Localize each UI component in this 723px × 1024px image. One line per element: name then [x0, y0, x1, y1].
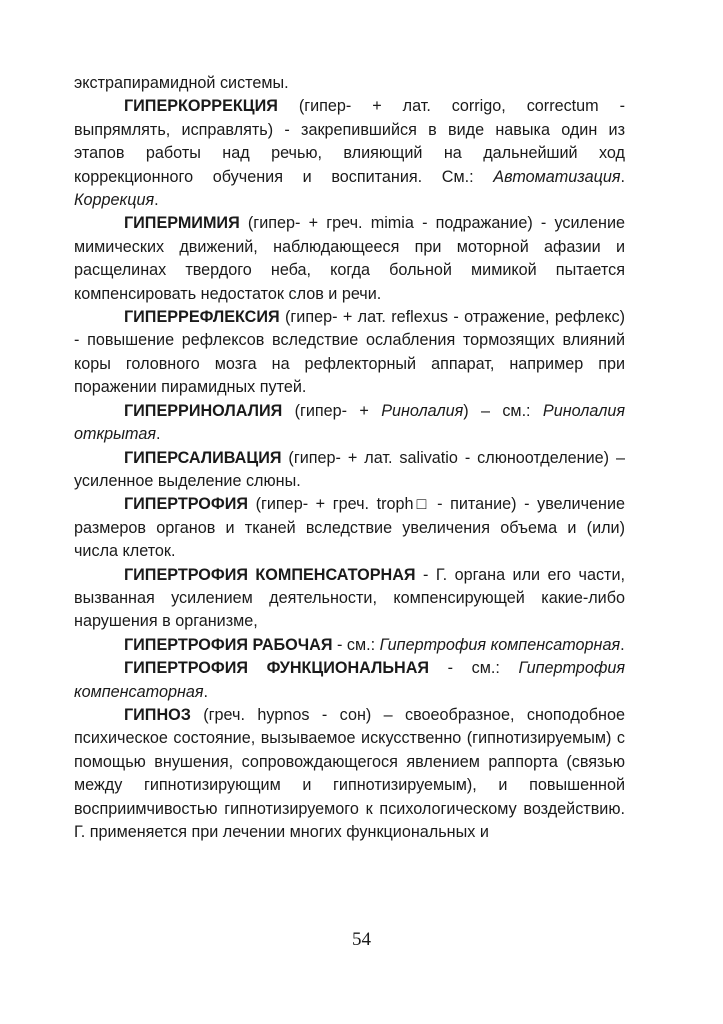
entry-text: .	[154, 191, 159, 210]
entry-paragraph	[74, 657, 625, 704]
entry-reference: Автоматизация	[493, 167, 621, 186]
entry-term: ГИПЕРТРОФИЯ ФУНКЦИОНАЛЬНАЯ	[124, 659, 430, 678]
entry-paragraph	[74, 493, 625, 563]
entry-text: (гипер- + лат. corrigo, correctum - выпрямлять, исправлять) - закрепившийся в виде навыка один из этапов работы над речью, влияющий на дальнейший ход коррекционного обучения и воспитания. См.:	[74, 97, 625, 186]
entry-reference: Ринолалия открытая	[74, 401, 625, 444]
entry-text: (гипер- + греч. mimia - подражание) - усиление мимических движений, наблюдающееся при моторной афазии и расщелинах твердого неба, когда больной мимикой пытается компенсировать недостаток слов и речи.	[74, 214, 625, 303]
entry-reference: Коррекция	[74, 191, 155, 210]
entry-reference: Ринолалия	[381, 401, 464, 420]
entry-paragraph	[74, 306, 625, 400]
entry-text: (гипер- + лат. reflexus - отражение, рефлекс) - повышение рефлексов вследствие ослабления тормозящих влияний коры головного мозга на рефлекторный аппарат, например при поражении пирамидных путей.	[74, 308, 625, 397]
entry-text: (греч. hypnos - сон) – своеобразное, сноподобное психическое состояние, вызываемое искусственно (гипнотизируемым) с помощью внушения, сопровождающегося явлением раппорта (связью между гипнотизирующим и гипнотизируемым), и повышенной восприимчивостью гипнотизируемого к психологическому воздействию. Г. применяется при лечении многих функциональных и	[74, 705, 625, 841]
entry-text: (гипер- + греч. troph□ - питание) - увеличение размеров органов и тканей вследствие увеличения объема и (или) числа клеток.	[74, 495, 625, 561]
entry-paragraph	[74, 447, 625, 494]
dictionary-page	[74, 72, 625, 844]
entry-text: экстрапирамидной системы.	[74, 74, 289, 92]
entry-paragraph	[74, 704, 625, 844]
entry-paragraph	[74, 564, 625, 634]
entry-reference: Гипертрофия компенсаторная	[74, 659, 625, 701]
entry-term: ГИПЕРСАЛИВАЦИЯ	[124, 448, 282, 467]
entry-text: (гипер- + лат. salivatio - слюноотделение) – усиленное выделение слюны.	[74, 448, 625, 490]
entry-term: ГИПЕРТРОФИЯ КОМПЕНСАТОРНАЯ	[124, 565, 416, 584]
entry-text: - см.:	[332, 635, 380, 654]
entry-paragraph	[74, 212, 625, 306]
page-number: 54	[352, 929, 371, 950]
entry-paragraph	[74, 72, 625, 95]
entry-text: .	[203, 682, 209, 701]
entry-paragraph	[74, 634, 625, 657]
entry-term: ГИПЕРТРОФИЯ	[124, 495, 248, 514]
entry-text: .	[620, 167, 625, 186]
entry-term: ГИПНОЗ	[124, 705, 191, 724]
entry-paragraph	[74, 95, 625, 212]
entry-term: ГИПЕРМИМИЯ	[124, 214, 240, 233]
entry-term: ГИПЕРРИНОЛАЛИЯ	[124, 401, 283, 420]
entry-text: .	[156, 425, 161, 444]
entry-text: (гипер- +	[282, 401, 382, 420]
entry-term: ГИПЕРКОРРЕКЦИЯ	[124, 97, 278, 116]
entry-reference: Гипертрофия компенсаторная	[379, 635, 621, 654]
entry-text: .	[620, 635, 625, 654]
entry-text: - Г. органа или его части, вызванная усилением деятельности, компенсирующей какие-либо нарушения в организме,	[74, 565, 625, 631]
entry-paragraph	[74, 400, 625, 447]
entry-text: - см.:	[429, 659, 519, 678]
entry-term: ГИПЕРТРОФИЯ РАБОЧАЯ	[124, 635, 333, 654]
entry-term: ГИПЕРРЕФЛЕКСИЯ	[124, 308, 280, 327]
entry-text: ) – см.:	[463, 401, 543, 420]
